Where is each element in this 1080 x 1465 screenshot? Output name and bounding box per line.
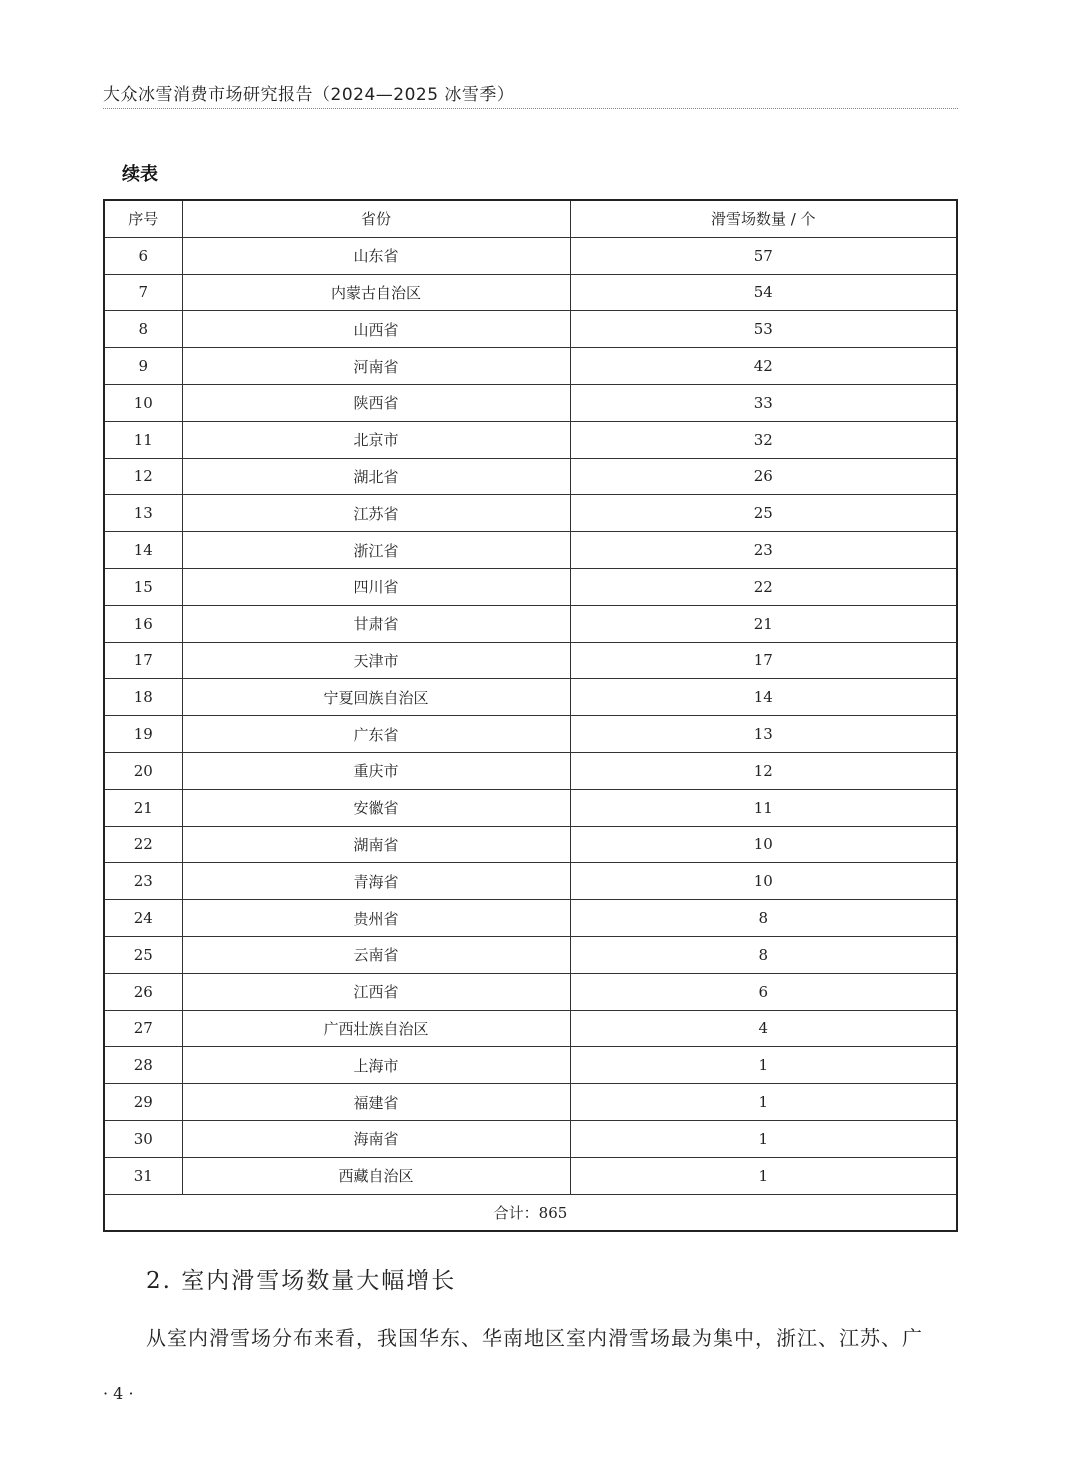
row-province: 陕西省 <box>182 384 570 421</box>
row-province: 上海市 <box>182 1047 570 1084</box>
row-count: 33 <box>570 384 957 421</box>
row-province: 北京市 <box>182 421 570 458</box>
row-index: 12 <box>104 458 182 495</box>
table-row <box>104 863 957 900</box>
table-row <box>104 311 957 348</box>
table-row <box>104 274 957 311</box>
row-count: 8 <box>570 900 957 937</box>
row-province: 宁夏回族自治区 <box>182 679 570 716</box>
table-row <box>104 1010 957 1047</box>
row-count: 4 <box>570 1010 957 1047</box>
row-province: 海南省 <box>182 1120 570 1157</box>
row-index: 24 <box>104 900 182 937</box>
row-index: 16 <box>104 605 182 642</box>
table-row <box>104 642 957 679</box>
row-province: 福建省 <box>182 1084 570 1121</box>
table-header-row <box>104 200 957 237</box>
row-count: 53 <box>570 311 957 348</box>
row-index: 14 <box>104 532 182 569</box>
table-body <box>104 237 957 1194</box>
table-row <box>104 716 957 753</box>
row-count: 12 <box>570 752 957 789</box>
row-index: 31 <box>104 1157 182 1194</box>
row-index: 13 <box>104 495 182 532</box>
table-caption: 续表 <box>122 164 158 185</box>
table-row <box>104 237 957 274</box>
row-index: 11 <box>104 421 182 458</box>
table-total-row <box>104 1194 957 1231</box>
page-number: · 4 · <box>103 1384 134 1403</box>
row-count: 21 <box>570 605 957 642</box>
body-paragraph: 从室内滑雪场分布来看，我国华东、华南地区室内滑雪场最为集中，浙江、江苏、广 <box>146 1326 923 1350</box>
ski-resort-table <box>103 199 958 1232</box>
row-province: 山西省 <box>182 311 570 348</box>
row-province: 浙江省 <box>182 532 570 569</box>
row-province: 贵州省 <box>182 900 570 937</box>
row-province: 广东省 <box>182 716 570 753</box>
row-index: 22 <box>104 826 182 863</box>
row-province: 山东省 <box>182 237 570 274</box>
row-province: 湖北省 <box>182 458 570 495</box>
column-header-province: 省份 <box>182 200 570 237</box>
row-count: 25 <box>570 495 957 532</box>
row-province: 四川省 <box>182 568 570 605</box>
row-index: 18 <box>104 679 182 716</box>
row-count: 17 <box>570 642 957 679</box>
row-index: 21 <box>104 789 182 826</box>
row-count: 1 <box>570 1120 957 1157</box>
row-index: 10 <box>104 384 182 421</box>
row-index: 25 <box>104 936 182 973</box>
row-province: 广西壮族自治区 <box>182 1010 570 1047</box>
table-row <box>104 789 957 826</box>
row-count: 1 <box>570 1084 957 1121</box>
row-count: 23 <box>570 532 957 569</box>
table-row <box>104 1084 957 1121</box>
row-province: 云南省 <box>182 936 570 973</box>
table-row <box>104 826 957 863</box>
row-index: 28 <box>104 1047 182 1084</box>
table-row <box>104 348 957 385</box>
header-divider <box>103 108 958 109</box>
row-count: 57 <box>570 237 957 274</box>
row-province: 内蒙古自治区 <box>182 274 570 311</box>
table-row <box>104 1157 957 1194</box>
row-count: 26 <box>570 458 957 495</box>
section-heading: 2. 室内滑雪场数量大幅增长 <box>146 1268 457 1294</box>
row-count: 10 <box>570 863 957 900</box>
row-province: 西藏自治区 <box>182 1157 570 1194</box>
row-index: 6 <box>104 237 182 274</box>
row-index: 15 <box>104 568 182 605</box>
table-row <box>104 458 957 495</box>
row-index: 17 <box>104 642 182 679</box>
table-row <box>104 752 957 789</box>
row-province: 湖南省 <box>182 826 570 863</box>
row-province: 江苏省 <box>182 495 570 532</box>
table-total: 合计：865 <box>104 1194 957 1231</box>
table-row <box>104 900 957 937</box>
row-count: 8 <box>570 936 957 973</box>
row-index: 20 <box>104 752 182 789</box>
running-header: 大众冰雪消费市场研究报告（2024—2025 冰雪季） <box>103 85 515 105</box>
table-row <box>104 384 957 421</box>
row-count: 54 <box>570 274 957 311</box>
row-count: 32 <box>570 421 957 458</box>
table-row <box>104 421 957 458</box>
row-count: 11 <box>570 789 957 826</box>
row-index: 9 <box>104 348 182 385</box>
row-count: 10 <box>570 826 957 863</box>
table-row <box>104 568 957 605</box>
row-index: 7 <box>104 274 182 311</box>
table-row <box>104 532 957 569</box>
row-index: 27 <box>104 1010 182 1047</box>
row-province: 天津市 <box>182 642 570 679</box>
row-province: 青海省 <box>182 863 570 900</box>
row-index: 8 <box>104 311 182 348</box>
row-count: 14 <box>570 679 957 716</box>
table-row <box>104 1047 957 1084</box>
row-index: 29 <box>104 1084 182 1121</box>
table-row <box>104 936 957 973</box>
row-index: 30 <box>104 1120 182 1157</box>
row-province: 河南省 <box>182 348 570 385</box>
row-count: 42 <box>570 348 957 385</box>
table-row <box>104 973 957 1010</box>
row-province: 甘肃省 <box>182 605 570 642</box>
table-row <box>104 605 957 642</box>
row-count: 13 <box>570 716 957 753</box>
row-count: 22 <box>570 568 957 605</box>
row-index: 26 <box>104 973 182 1010</box>
column-header-index: 序号 <box>104 200 182 237</box>
row-count: 1 <box>570 1157 957 1194</box>
row-index: 23 <box>104 863 182 900</box>
row-province: 重庆市 <box>182 752 570 789</box>
row-province: 安徽省 <box>182 789 570 826</box>
table-row <box>104 495 957 532</box>
column-header-count: 滑雪场数量 / 个 <box>570 200 957 237</box>
table-row <box>104 1120 957 1157</box>
row-index: 19 <box>104 716 182 753</box>
row-count: 1 <box>570 1047 957 1084</box>
row-province: 江西省 <box>182 973 570 1010</box>
row-count: 6 <box>570 973 957 1010</box>
table-row <box>104 679 957 716</box>
